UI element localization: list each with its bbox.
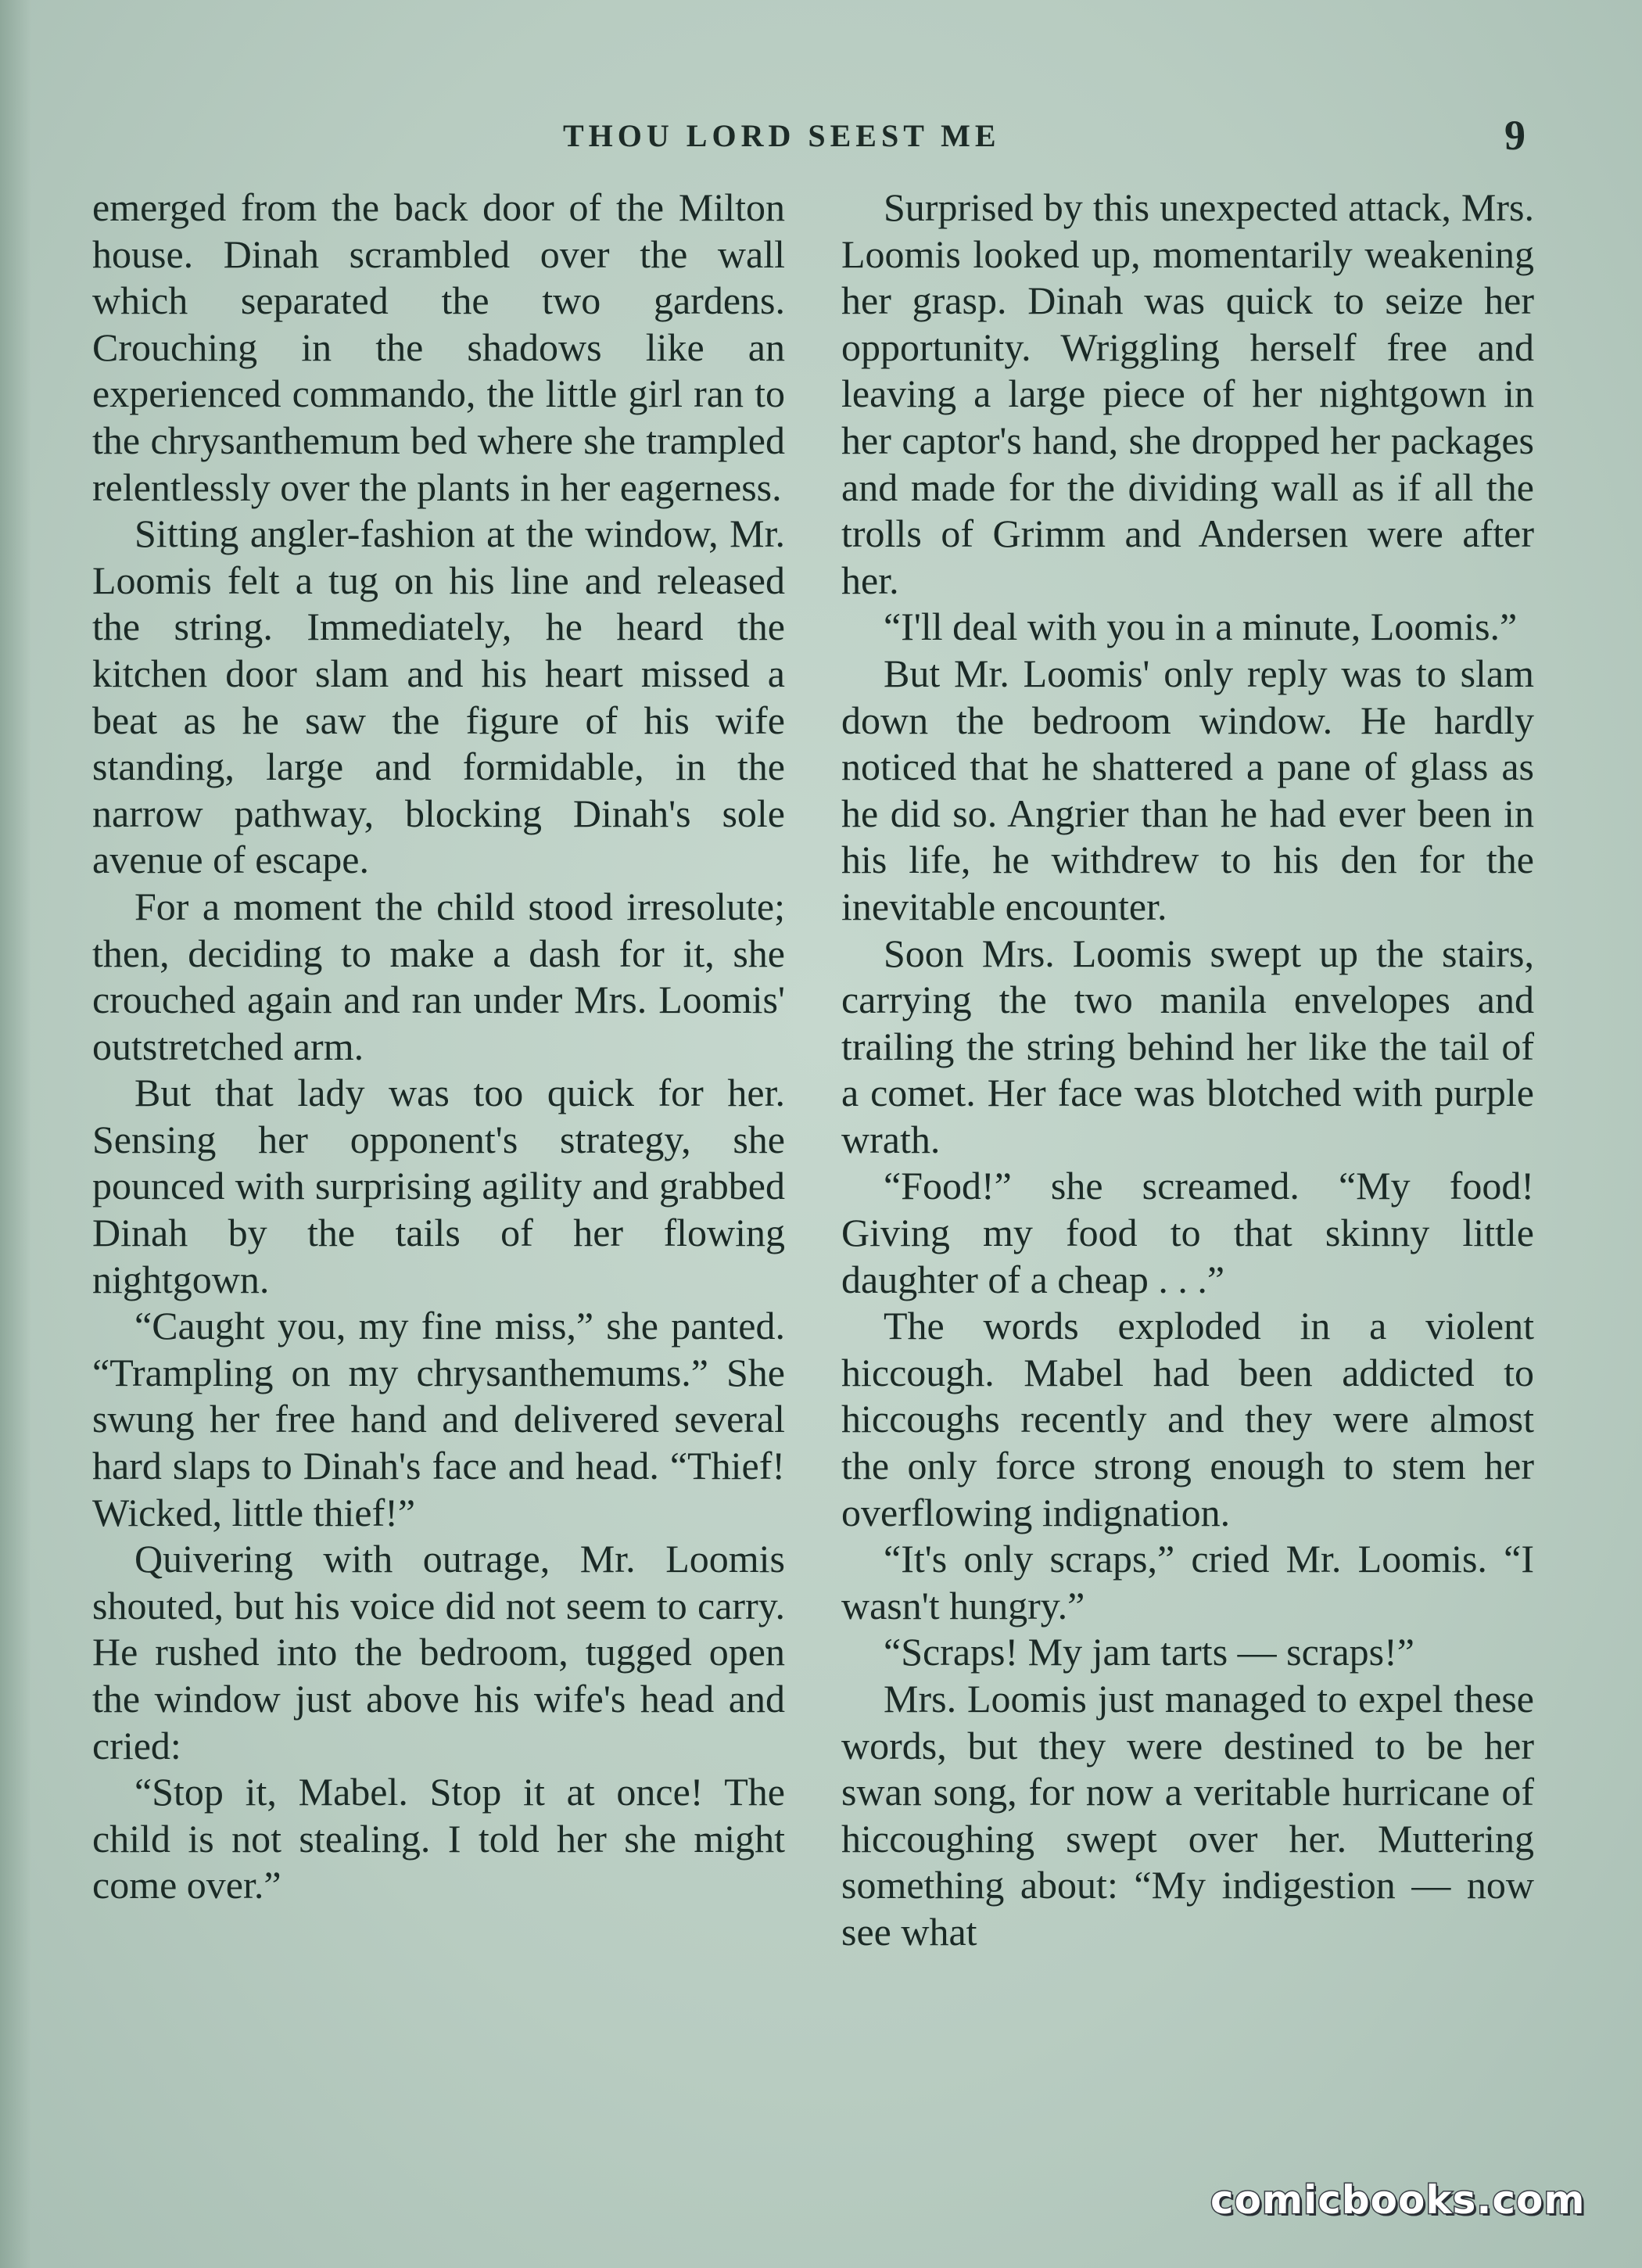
right-column bbox=[841, 185, 1534, 1956]
page-header bbox=[0, 112, 1642, 164]
paragraph: Sitting angler-fashion at the window, Mr. Loomis felt a tug on his line and released the string. Immediately, he heard the kitchen door slam and his heart missed a beat as he saw the figure of his wife standing, large and formidable, in the narrow pathway, blocking Dinah's sole avenue of escape. bbox=[92, 511, 785, 882]
site-watermark: comicbooks.com bbox=[1210, 2177, 1586, 2223]
paragraph: For a moment the child stood irresolute; then, deciding to make a dash for it, she crouched again and ran under Mrs. Loomis' outstretched arm. bbox=[92, 884, 785, 1068]
running-title: THOU LORD SEEST ME bbox=[563, 118, 1001, 153]
page-number: 9 bbox=[1504, 112, 1525, 159]
paragraph: “Stop it, Mabel. Stop it at once! The child is not stealing. I told her she might come over.” bbox=[92, 1770, 785, 1907]
page-gutter-shadow bbox=[0, 0, 31, 2268]
paragraph: But Mr. Loomis' only reply was to slam down the bedroom window. He hardly noticed that he shattered a pane of glass as he did so. Angrier than he had ever been in his life, he withdrew to his den for the inevitable encounter. bbox=[841, 651, 1534, 928]
paragraph: “Scraps! My jam tarts — scraps!” bbox=[884, 1630, 1414, 1674]
paragraph: Quivering with outrage, Mr. Loomis shouted, but his voice did not seem to carry. He rushed into the bedroom, tugged open the window just above his wife's head and cried: bbox=[92, 1537, 785, 1767]
paragraph: “Food!” she screamed. “My food! Giving my food to that skinny little daughter of a cheap . . .” bbox=[841, 1164, 1534, 1301]
paragraph: Surprised by this unexpected attack, Mrs. Loomis looked up, momentarily weakening her grasp. Dinah was quick to seize her opportunity. Wriggling herself free and leaving a large piece of her nightgown in her captor's hand, she dropped her packages and made for the dividing wall as if all the trolls of Grimm and Andersen were after her. bbox=[841, 185, 1534, 602]
paragraph: “I'll deal with you in a minute, Loomis.” bbox=[884, 605, 1518, 649]
paragraph: Soon Mrs. Loomis swept up the stairs, carrying the two manila envelopes and trailing the string behind her like the tail of a comet. Her face was blotched with purple wrath. bbox=[841, 931, 1534, 1161]
paragraph: “It's only scraps,” cried Mr. Loomis. “I wasn't hungry.” bbox=[841, 1537, 1534, 1627]
paragraph: The words exploded in a violent hiccough. Mabel had been addicted to hiccoughs recently and they were almost the only force strong enough to stem her overflowing indignation. bbox=[841, 1304, 1534, 1534]
paragraph: Mrs. Loomis just managed to expel these words, but they were destined to be her swan song, for now a veritable hurricane of hiccoughing swept over her. Muttering something about: “My indigestion — now see what bbox=[841, 1677, 1534, 1954]
left-column bbox=[92, 185, 785, 1909]
paragraph: emerged from the back door of the Milton house. Dinah scrambled over the wall which separated the two gardens. Crouching in the shadows like an experienced commando, the little girl ran to the chrysanthemum bed where she trampled relentlessly over the plants in her eagerness. bbox=[92, 185, 785, 509]
paragraph: But that lady was too quick for her. Sensing her opponent's strategy, she pounced with surprising agility and grabbed Dinah by the tails of her flowing nightgown. bbox=[92, 1071, 785, 1301]
paragraph: “Caught you, my fine miss,” she panted. “Trampling on my chrysanthemums.” She swung her free hand and delivered several hard slaps to Dinah's face and head. “Thief! Wicked, little thief!” bbox=[92, 1304, 785, 1534]
